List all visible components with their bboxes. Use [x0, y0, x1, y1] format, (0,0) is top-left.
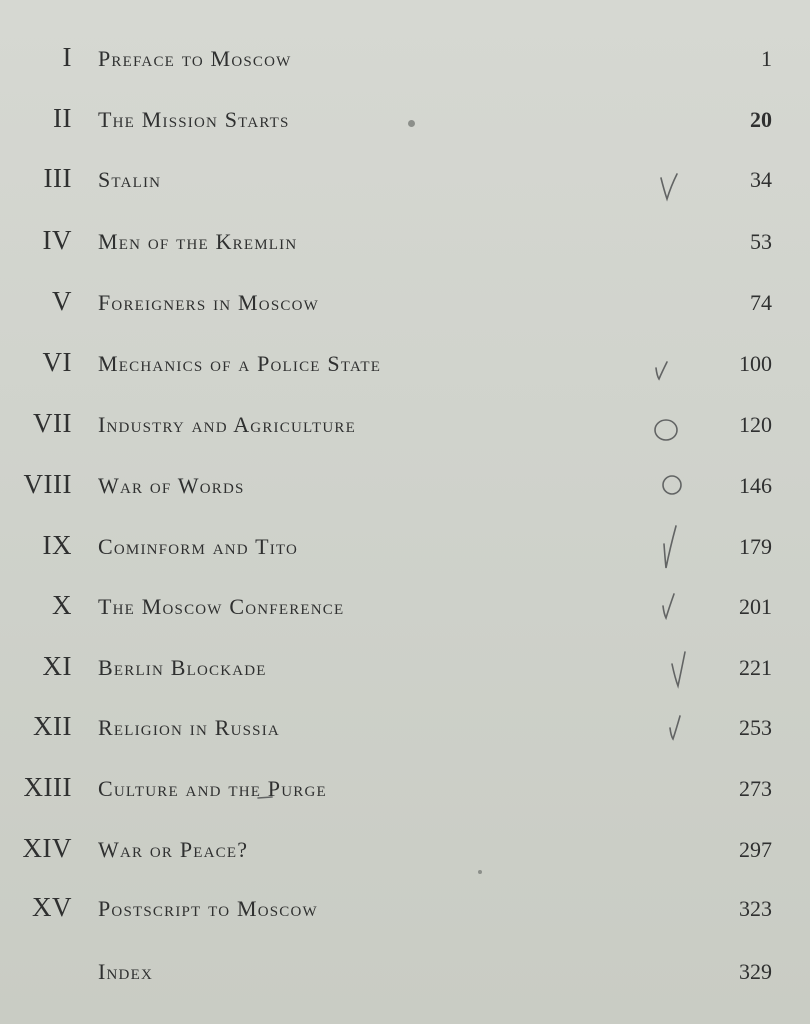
chapter-title: Postscript to Moscow: [98, 896, 318, 921]
circle-mark-icon: [654, 467, 690, 507]
chapter-title: Cominform and Tito: [98, 534, 299, 559]
toc-entry: [0, 282, 810, 322]
page-number: 1: [761, 46, 772, 71]
chapter-number: XIV: [22, 833, 72, 863]
toc-entry: [0, 38, 810, 78]
chapter-title: War of Words: [98, 473, 245, 498]
page-number: 53: [750, 229, 772, 254]
toc-entry: [0, 526, 810, 566]
chapter-number: II: [53, 103, 72, 133]
page-number: 323: [739, 896, 772, 921]
chapter-number: I: [62, 42, 72, 72]
chapter-title: War or Peace?: [98, 837, 249, 862]
pencil-dash-icon: [254, 790, 290, 830]
toc-entry: [0, 343, 810, 383]
chapter-number: V: [52, 286, 72, 316]
checkmark-icon: [652, 168, 688, 208]
index-title: Index: [98, 959, 153, 984]
chapter-title: The Moscow Conference: [98, 594, 345, 619]
page-number: 253: [739, 715, 772, 740]
chapter-number: IV: [42, 225, 72, 255]
chapter-title: The Mission Starts: [98, 107, 290, 132]
page-number: 120: [739, 412, 772, 437]
chapter-number: XV: [32, 892, 72, 922]
page-number: 329: [739, 959, 772, 984]
checkmark-icon: [652, 590, 688, 630]
toc-entry: [0, 404, 810, 444]
toc-entry: [0, 99, 810, 139]
toc-entry-index: [0, 951, 810, 991]
chapter-number: XI: [42, 651, 72, 681]
page-number: 179: [739, 534, 772, 559]
chapter-number: VIII: [23, 469, 72, 499]
chapter-title: Mechanics of a Police State: [98, 351, 382, 376]
chapter-number: X: [52, 590, 72, 620]
chapter-number: IX: [42, 530, 72, 560]
chapter-title: Preface to Moscow: [98, 46, 292, 71]
checkmark-icon: [646, 350, 682, 390]
toc-entry: [0, 829, 810, 869]
chapter-title: Berlin Blockade: [98, 655, 267, 680]
paper-speck: [478, 870, 482, 874]
paper-speck: [408, 120, 415, 127]
chapter-title: Industry and Agriculture: [98, 412, 356, 437]
page-number: 100: [739, 351, 772, 376]
chapter-number: VII: [33, 408, 72, 438]
chapter-title: Religion in Russia: [98, 715, 280, 740]
toc-entry: [0, 159, 810, 199]
page-number: 201: [739, 594, 772, 619]
page-number: 74: [750, 290, 772, 315]
toc-entry: [0, 888, 810, 928]
toc-entry: [0, 586, 810, 626]
chapter-number: VI: [42, 347, 72, 377]
chapter-number: XII: [33, 711, 72, 741]
chapter-title: Men of the Kremlin: [98, 229, 298, 254]
checkmark-icon: [652, 530, 688, 570]
chapter-title: Foreigners in Moscow: [98, 290, 319, 315]
toc-entry: [0, 768, 810, 808]
page-number: 273: [739, 776, 772, 801]
page-number: 146: [739, 473, 772, 498]
toc-entry: [0, 221, 810, 261]
chapter-title: Culture and the Purge: [98, 776, 327, 801]
chapter-number: XIII: [23, 772, 72, 802]
chapter-number: III: [43, 163, 72, 193]
checkmark-icon: [662, 652, 698, 692]
page-number: 297: [739, 837, 772, 862]
chapter-title: Stalin: [98, 167, 162, 192]
page-number: 34: [750, 167, 772, 192]
page-number: 221: [739, 655, 772, 680]
page-number: 20: [750, 107, 772, 132]
circle-mark-icon: [648, 410, 684, 450]
checkmark-icon: [660, 712, 696, 752]
